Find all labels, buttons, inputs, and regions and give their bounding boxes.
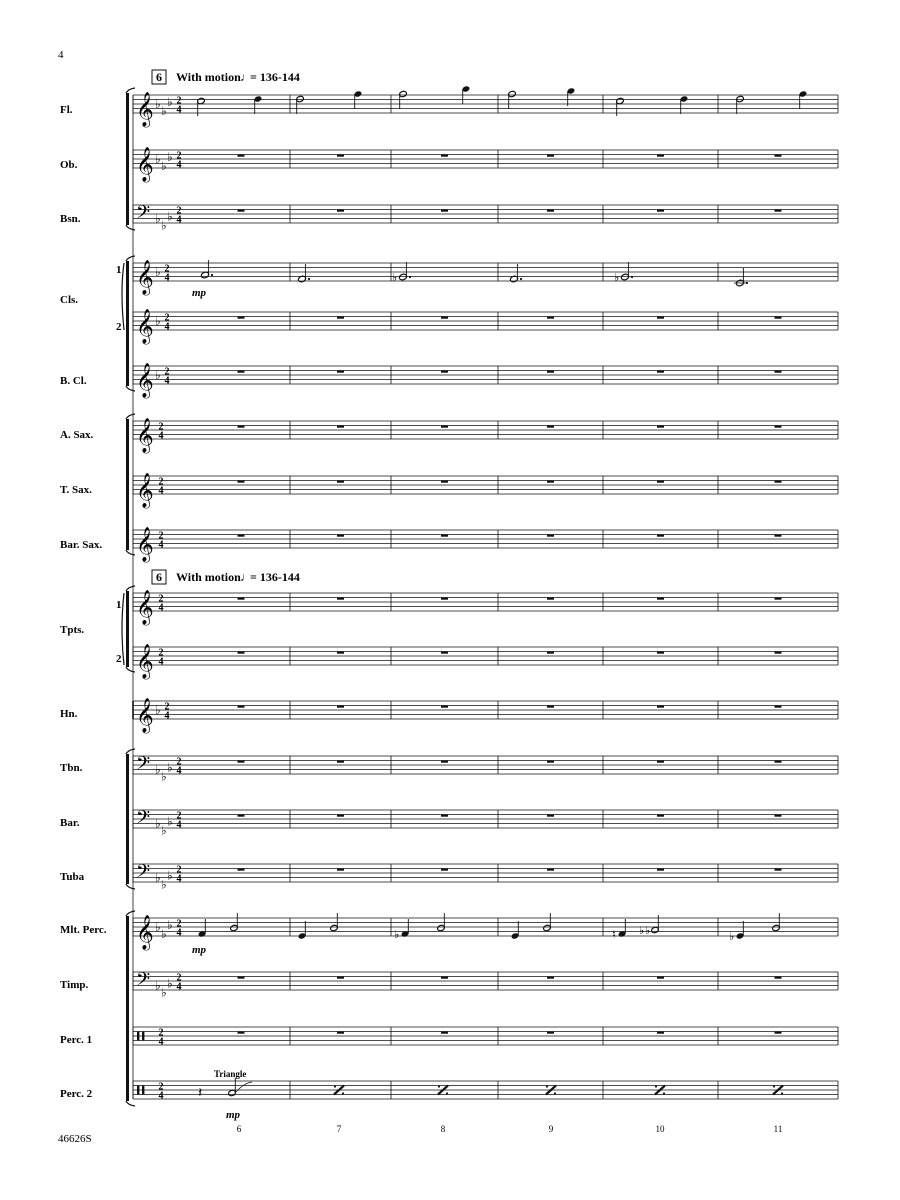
tempo-mark-brass [152,570,300,584]
flat-icon: ♭ [645,924,651,937]
group-bracket [126,93,129,225]
flat-icon: ♭ [155,314,161,328]
whole-rest [441,371,448,373]
whole-rest [337,535,344,537]
flat-icon: ♭ [161,926,167,941]
label-tuba: Tuba [60,871,85,883]
group-bracket [126,916,129,1101]
whole-rest [337,371,344,373]
measure-numbers [237,1124,783,1134]
whole-rest [547,598,554,600]
whole-rest [547,481,554,483]
time-signature-top: 2 [176,756,182,768]
time-signature-top: 2 [176,150,182,162]
time-signature-bottom: 4 [176,159,182,171]
whole-rest [441,706,448,708]
whole-rest [657,481,664,483]
time-signature-bottom: 4 [158,656,164,668]
whole-rest [775,761,782,763]
measure-repeat-dot [554,1092,556,1094]
bracket-hook [126,256,135,261]
whole-rest [238,317,245,319]
label-cl-2: 2 [116,321,122,333]
whole-rest [238,535,245,537]
label-clarinets: Cls. [60,294,79,306]
measure-repeat-dot [334,1085,336,1087]
whole-rest [547,155,554,157]
whole-rest [238,761,245,763]
whole-rest [238,869,245,871]
whole-rest [238,481,245,483]
flat-icon: ♭ [167,917,173,932]
time-signature-top: 2 [176,205,182,217]
label-bass-clarinet: B. Cl. [60,375,87,387]
flat-icon: ♭ [155,920,161,934]
dynamic-mp-clarinet: mp [192,287,207,299]
treble-clef-icon: 𝄞 [136,644,154,679]
bass-clef-icon: 𝄢 [136,861,151,887]
page-number: 4 [58,49,64,61]
staff-system [122,85,838,1106]
whole-rest [657,977,664,979]
whole-rest [775,598,782,600]
footer-code: 46626S [58,1133,92,1145]
whole-rest [775,652,782,654]
flat-icon: ♭ [729,930,735,943]
time-signature-top: 2 [164,312,170,324]
flat-icon: ♭ [167,814,173,829]
flat-icon: ♭ [167,760,173,775]
svg-text:With motion: With motion [176,570,241,584]
time-signature-top: 2 [164,701,170,713]
whole-rest [337,155,344,157]
percussion-clef-icon [142,1032,144,1041]
whole-rest [775,155,782,157]
group-bracket [126,591,129,667]
measure-repeat-dot [546,1085,548,1087]
augmentation-dot [631,276,633,278]
whole-rest [337,598,344,600]
whole-rest [775,1032,782,1034]
whole-rest [547,1032,554,1034]
time-signature-bottom: 4 [164,272,170,284]
dynamic-mp-perc2: mp [226,1109,241,1121]
time-signature-top: 2 [164,366,170,378]
whole-rest [657,1032,664,1034]
measure-number: 9 [548,1124,554,1134]
whole-rest [441,652,448,654]
whole-rest [657,535,664,537]
flat-icon: ♭ [394,928,400,941]
time-signature-bottom: 4 [164,710,170,722]
measure-repeat-dot [655,1085,657,1087]
whole-rest [238,371,245,373]
whole-rest [775,535,782,537]
whole-rest [441,761,448,763]
label-trombone: Tbn. [60,762,83,774]
whole-rest [337,481,344,483]
augmentation-dot [308,278,310,280]
bass-clef-icon: 𝄢 [136,202,151,228]
flat-icon: ♭ [639,924,645,937]
whole-rest [238,210,245,212]
bracket-hook [126,88,135,93]
treble-clef-icon: 𝄞 [136,363,154,398]
flat-icon: ♭ [155,870,161,885]
whole-rest [547,535,554,537]
whole-rest [775,426,782,428]
bracket-hook [126,414,135,419]
bracket-hook [126,225,135,230]
measure-repeat-dot [342,1092,344,1094]
flat-icon: ♭ [161,823,167,838]
whole-rest [775,815,782,817]
label-tpt-1: 1 [116,599,122,611]
bracket-hook [126,749,135,754]
measure-repeat-dot [446,1092,448,1094]
natural-icon: ♮ [612,928,616,941]
flat-icon: ♭ [155,97,161,111]
flat-icon: ♭ [614,271,620,284]
whole-rest [337,706,344,708]
whole-rest [238,706,245,708]
whole-rest [775,869,782,871]
treble-clef-icon: 𝄞 [136,147,154,182]
measure-number: 6 [236,1124,242,1134]
time-signature-bottom: 4 [176,104,182,116]
time-signature-bottom: 4 [176,765,182,777]
whole-rest [441,815,448,817]
treble-clef-icon: 𝄞 [136,527,154,562]
whole-rest [441,869,448,871]
measure-number: 11 [773,1124,783,1134]
time-signature-top: 2 [176,864,182,876]
whole-rest [547,815,554,817]
flat-icon: ♭ [161,769,167,784]
svg-text:6: 6 [156,570,162,584]
whole-rest [547,317,554,319]
label-cl-1: 1 [116,264,122,276]
whole-rest [657,706,664,708]
time-signature-bottom: 4 [176,819,182,831]
label-horn: Hn. [60,708,78,720]
flat-icon: ♭ [161,158,167,173]
whole-rest [547,869,554,871]
bracket-hook [126,386,135,391]
whole-rest [657,652,664,654]
whole-rest [337,210,344,212]
whole-rest [441,977,448,979]
flat-icon: ♭ [161,218,167,233]
whole-rest [547,210,554,212]
whole-rest [657,815,664,817]
whole-rest [547,652,554,654]
label-oboe: Ob. [60,159,78,171]
time-signature-top: 2 [176,918,182,930]
dynamic-mp-mallet: mp [192,944,207,956]
bracket-hook [126,667,135,672]
time-signature-top: 2 [158,530,164,542]
treble-clef-icon: 𝄞 [136,92,154,127]
label-bassoon: Bsn. [60,213,81,225]
label-timpani: Timp. [60,979,89,991]
time-signature-top: 2 [164,263,170,275]
flat-icon: ♭ [155,211,161,226]
treble-clef-icon: 𝄞 [136,915,154,950]
whole-rest [238,426,245,428]
flat-icon: ♭ [161,985,167,1000]
whole-rest [547,761,554,763]
whole-rest [441,535,448,537]
time-signature-bottom: 4 [158,485,164,497]
flat-icon: ♭ [167,209,173,224]
whole-rest [657,598,664,600]
whole-rest [337,317,344,319]
quarter-rest-icon: 𝄽 [198,1085,203,1101]
treble-clef-icon: 𝄞 [136,260,154,295]
time-signature-top: 2 [158,647,164,659]
whole-rest [547,371,554,373]
svg-text:= 136-144: = 136-144 [250,570,300,584]
time-signature-top: 2 [176,95,182,107]
percussion-clef-icon [142,1086,144,1095]
bracket-hook [126,586,135,591]
label-alto-sax: A. Sax. [60,429,94,441]
bass-clef-icon: 𝄢 [136,753,151,779]
time-signature-top: 2 [176,972,182,984]
measure-number: 7 [336,1124,342,1134]
flat-icon: ♭ [167,149,173,164]
whole-rest [337,652,344,654]
whole-rest [337,977,344,979]
whole-rest [775,371,782,373]
bracket-hook [126,550,135,555]
time-signature-bottom: 4 [176,927,182,939]
time-signature-bottom: 4 [164,375,170,387]
svg-text:= 136-144: = 136-144 [250,70,300,84]
time-signature-top: 2 [158,1027,164,1039]
whole-rest [238,155,245,157]
whole-rest [657,317,664,319]
time-signature-bottom: 4 [176,981,182,993]
flat-icon: ♭ [155,978,161,993]
time-signature-top: 2 [158,1081,164,1093]
time-signature-bottom: 4 [158,1036,164,1048]
whole-rest [337,761,344,763]
label-perc-2: Perc. 2 [60,1088,93,1100]
triangle-label: Triangle [214,1069,247,1079]
clarinet-brace [122,263,124,330]
measure-repeat-dot [663,1092,665,1094]
augmentation-dot [409,276,411,278]
time-signature-bottom: 4 [158,539,164,551]
treble-clef-icon: 𝄞 [136,309,154,344]
whole-rest [547,706,554,708]
augmentation-dot [520,278,522,280]
whole-rest [238,652,245,654]
flat-icon: ♭ [392,271,398,284]
svg-text:6: 6 [156,70,162,84]
whole-rest [657,869,664,871]
time-signature-bottom: 4 [176,873,182,885]
time-signature-bottom: 4 [158,1090,164,1102]
label-perc-1: Perc. 1 [60,1034,93,1046]
time-signature-bottom: 4 [164,321,170,333]
trumpet-brace [122,593,124,665]
label-mallet-perc: Mlt. Perc. [60,924,107,936]
whole-rest [547,977,554,979]
laissez-vibrer-tie [236,1082,252,1092]
whole-rest [441,317,448,319]
whole-rest [657,426,664,428]
group-bracket [126,419,129,550]
bass-clef-icon: 𝄢 [136,807,151,833]
flat-icon: ♭ [161,103,167,118]
flat-icon: ♭ [155,816,161,831]
bracket-hook [126,911,135,916]
flat-icon: ♭ [155,703,161,717]
quarter-note-icon: ♩ [240,70,252,84]
whole-rest [441,1032,448,1034]
whole-rest [775,210,782,212]
flat-icon: ♭ [167,868,173,883]
time-signature-top: 2 [158,593,164,605]
tempo-mark-top [152,70,300,84]
bracket-hook [126,1101,135,1106]
measure-repeat-dot [781,1092,783,1094]
measure-repeat-dot [438,1085,440,1087]
time-signature-top: 2 [158,476,164,488]
whole-rest [441,481,448,483]
label-tenor-sax: T. Sax. [60,484,92,496]
whole-rest [238,815,245,817]
whole-rest [337,1032,344,1034]
whole-rest [238,977,245,979]
treble-clef-icon: 𝄞 [136,418,154,453]
bass-clef-icon: 𝄢 [136,969,151,995]
group-bracket [126,754,129,884]
whole-rest [657,761,664,763]
quarter-note-icon: ♩ [240,570,252,584]
svg-text:With motion: With motion [176,70,241,84]
measure-number: 8 [440,1124,446,1134]
flat-icon: ♭ [155,368,161,382]
group-bracket [126,261,129,386]
time-signature-top: 2 [176,810,182,822]
time-signature-bottom: 4 [158,602,164,614]
percussion-clef-icon [137,1032,139,1041]
percussion-clef-icon [137,1086,139,1095]
whole-rest [441,426,448,428]
label-baritone: Bar. [60,817,80,829]
flat-icon: ♭ [155,152,161,166]
treble-clef-icon: 𝄞 [136,590,154,625]
whole-rest [775,977,782,979]
whole-rest [337,815,344,817]
whole-rest [775,706,782,708]
whole-rest [337,426,344,428]
whole-rest [657,155,664,157]
whole-rest [657,371,664,373]
measure-repeat-dot [773,1085,775,1087]
whole-rest [441,210,448,212]
whole-rest [547,426,554,428]
flat-icon: ♭ [167,94,173,109]
time-signature-bottom: 4 [176,214,182,226]
whole-rest [441,598,448,600]
bracket-hook [126,884,135,889]
label-trumpets: Tpts. [60,624,85,636]
treble-clef-icon: 𝄞 [136,698,154,733]
flat-icon: ♭ [155,265,161,279]
label-bari-sax: Bar. Sax. [60,539,103,551]
augmentation-dot [211,274,213,276]
whole-rest [238,1032,245,1034]
treble-clef-icon: 𝄞 [136,473,154,508]
flat-icon: ♭ [167,976,173,991]
whole-rest [441,155,448,157]
flat-icon: ♭ [155,762,161,777]
time-signature-top: 2 [158,421,164,433]
label-tpt-2: 2 [116,653,122,665]
whole-rest [775,481,782,483]
whole-rest [238,598,245,600]
whole-rest [775,317,782,319]
time-signature-bottom: 4 [158,430,164,442]
whole-rest [337,869,344,871]
flat-icon: ♭ [161,877,167,892]
whole-rest [657,210,664,212]
measure-number: 10 [655,1124,665,1134]
label-flute: Fl. [60,104,73,116]
